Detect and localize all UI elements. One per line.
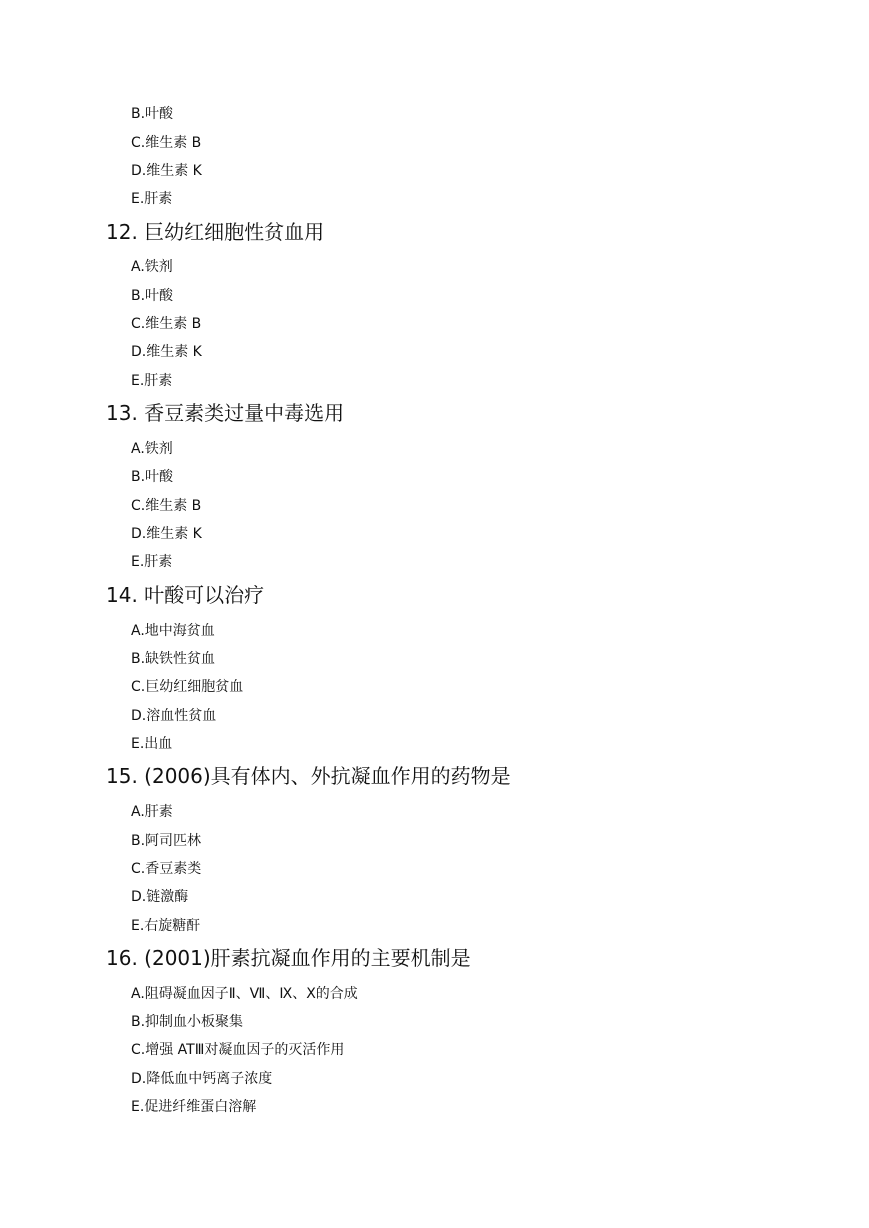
option-item: D.降低血中钙离子浓度 xyxy=(131,1071,273,1087)
question-title: 15. (2006)具有体内、外抗凝血作用的药物是 xyxy=(106,764,511,788)
option-item: D.维生素 K xyxy=(131,163,202,179)
option-item: E.出血 xyxy=(131,736,173,752)
option-item: C.增强 ATⅢ对凝血因子的灭活作用 xyxy=(131,1042,345,1058)
option-item: A.地中海贫血 xyxy=(131,623,215,639)
option-item: D.维生素 K xyxy=(131,526,202,542)
question-title: 14. 叶酸可以治疗 xyxy=(106,583,265,607)
option-item: A.铁剂 xyxy=(131,259,173,275)
option-item: B.叶酸 xyxy=(131,106,174,122)
option-item: B.叶酸 xyxy=(131,469,174,485)
option-item: A.肝素 xyxy=(131,804,173,820)
question-title: 12. 巨幼红细胞性贫血用 xyxy=(106,220,325,244)
option-item: C.维生素 B xyxy=(131,498,202,514)
option-item: A.阻碍凝血因子Ⅱ、Ⅶ、Ⅸ、Ⅹ的合成 xyxy=(131,986,358,1002)
question-title: 13. 香豆素类过量中毒选用 xyxy=(106,401,345,425)
question-title: 16. (2001)肝素抗凝血作用的主要机制是 xyxy=(106,946,471,970)
option-item: E.促进纤维蛋白溶解 xyxy=(131,1099,257,1115)
option-item: C.维生素 B xyxy=(131,135,202,151)
option-item: A.铁剂 xyxy=(131,441,173,457)
option-item: E.肝素 xyxy=(131,373,173,389)
option-item: C.维生素 B xyxy=(131,316,202,332)
option-item: D.链激酶 xyxy=(131,889,189,905)
option-item: B.阿司匹林 xyxy=(131,833,202,849)
option-item: B.叶酸 xyxy=(131,288,174,304)
option-item: B.抑制血小板聚集 xyxy=(131,1014,244,1030)
option-item: E.右旋糖酐 xyxy=(131,918,201,934)
option-item: D.维生素 K xyxy=(131,344,202,360)
option-item: B.缺铁性贫血 xyxy=(131,651,216,667)
option-item: E.肝素 xyxy=(131,191,173,207)
option-item: D.溶血性贫血 xyxy=(131,708,217,724)
option-item: C.香豆素类 xyxy=(131,861,202,877)
option-item: C.巨幼红细胞贫血 xyxy=(131,679,244,695)
option-item: E.肝素 xyxy=(131,554,173,570)
